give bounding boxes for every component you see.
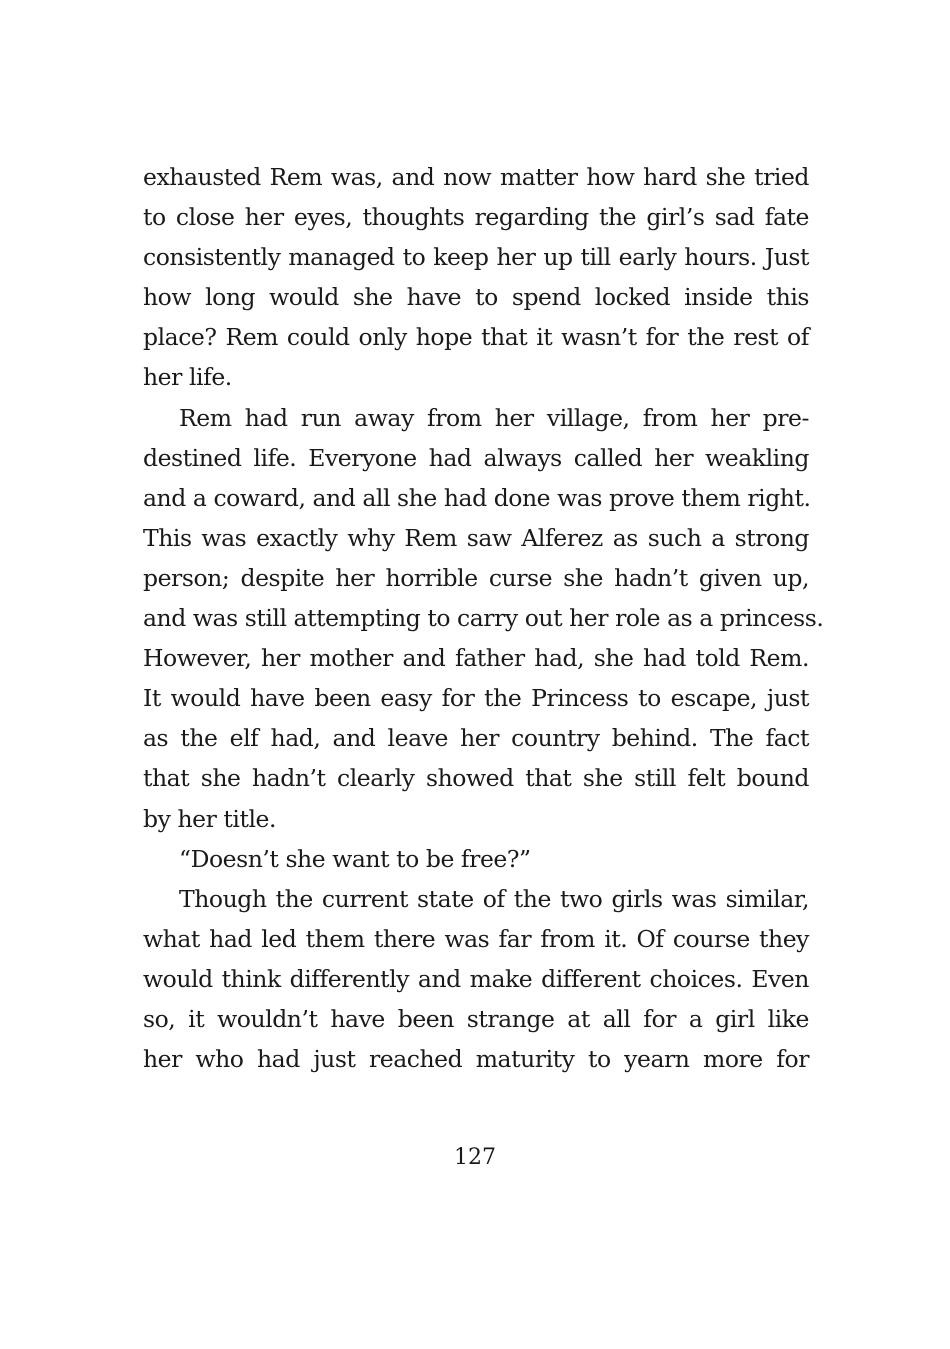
text-line: and was still attempting to carry out her role as a princess. [143,604,824,633]
text-line: Rem had run away from her village, from her pre- [179,403,809,432]
text-line: her who had just reached maturity to yearn more for [143,1045,809,1074]
text-line: so, it wouldn’t have been strange at all for a girl like [143,1004,809,1033]
text-line: as the elf had, and leave her country behind. The fact [143,724,809,753]
text-line: Though the current state of the two girls was similar, [179,884,809,913]
text-line: “Doesn’t she want to be free?” [179,844,531,873]
text-line: her life. [143,363,232,392]
text-line: However, her mother and father had, she had told Rem. [143,644,809,673]
body-text [143,157,824,1079]
text-line: exhausted Rem was, and now matter how hard she tried [143,163,809,191]
text-line: that she hadn’t clearly showed that she still felt bound [143,764,809,793]
text-line: This was exactly why Rem saw Alferez as such a strong [143,523,809,552]
text-line: how long would she have to spend locked inside this [143,283,809,312]
text-line: It would have been easy for the Princess to escape, just [143,684,809,713]
text-line: would think differently and make different choices. Even [143,964,809,993]
text-line: consistently managed to keep her up till early hours. Just [143,243,809,272]
page-number: 127 [454,1145,496,1170]
text-line: what had led them there was far from it. Of course they [143,924,809,953]
text-line: destined life. Everyone had always called her weakling [143,443,809,472]
text-line: and a coward, and all she had done was prove them right. [143,483,811,512]
text-line: to close her eyes, thoughts regarding the girl’s sad fate [143,203,809,232]
text-line: person; despite her horrible curse she hadn’t given up, [143,563,809,592]
text-line: place? Rem could only hope that it wasn’t for the rest of [143,323,809,352]
text-line: by her title. [143,804,276,833]
